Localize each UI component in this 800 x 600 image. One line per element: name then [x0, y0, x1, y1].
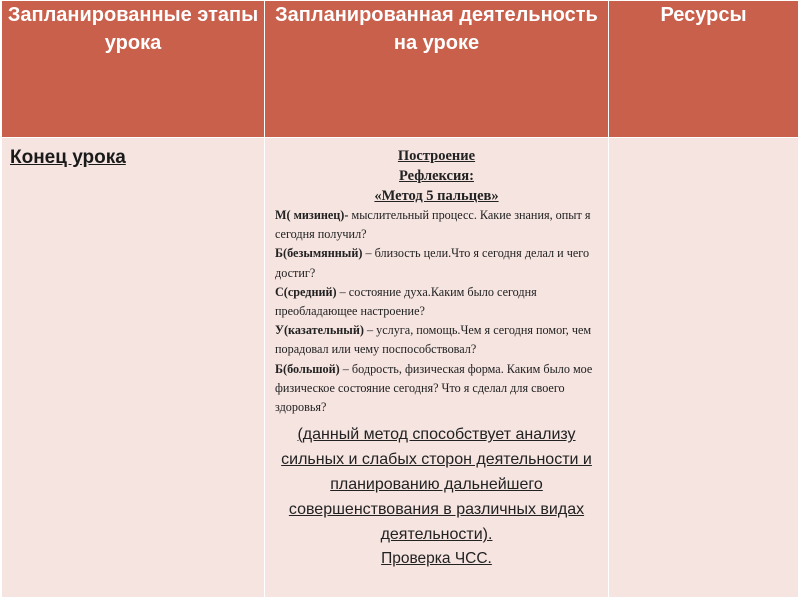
- finger-item-pinky: [275, 206, 598, 244]
- heart-rate-check: Проверка ЧСС.: [381, 550, 492, 568]
- finger-term: У(казательный): [275, 323, 364, 338]
- header-stages: Запланированные этапы урока: [2, 1, 265, 138]
- table-row: [2, 138, 799, 598]
- header-row: [2, 1, 799, 138]
- activity-heading-1: Построение: [397, 148, 476, 164]
- method-note: (данный метод способствует анализу сильных и слабых сторон деятельности и планированию дальнейшего совершенствования в различных видах деятельности).: [281, 426, 592, 544]
- finger-item-thumb: [275, 360, 598, 418]
- finger-text: – близость цели.Что я сегодня делал и чего достиг?: [275, 246, 590, 280]
- activity-cell: [265, 138, 609, 598]
- resources-cell: [609, 138, 799, 598]
- finger-item-middle: [275, 283, 598, 321]
- finger-item-ring: [275, 244, 598, 282]
- lesson-plan-table: [1, 0, 799, 598]
- finger-term: Б(безымянный): [275, 246, 363, 261]
- finger-text: – состояние духа.Каким было сегодня преобладающее настроение?: [275, 284, 537, 319]
- finger-text: – услуга, помощь.Чем я сегодня помог, чем порадовал или чему поспособствовал?: [275, 323, 592, 357]
- stage-name: Конец урока: [10, 147, 126, 168]
- activity-heading-3: «Метод 5 пальцев»: [374, 188, 499, 204]
- stage-cell: [2, 138, 265, 598]
- finger-text: мыслительный процесс. Какие знания, опыт я сегодня получил?: [275, 208, 591, 242]
- finger-term: Б(большой): [275, 361, 340, 376]
- finger-item-index: [275, 321, 598, 359]
- finger-term: С(средний): [275, 284, 337, 299]
- header-resources: Ресурсы: [609, 1, 799, 138]
- activity-heading-2: Рефлексия:: [399, 168, 474, 184]
- finger-text: – бодрость, физическая форма. Каким было мое физическое состояние сегодня? Что я сделал для своего здоровья?: [275, 361, 593, 415]
- header-activity: Запланированная деятельность на уроке: [265, 1, 609, 138]
- finger-term: М( мизинец)-: [275, 208, 349, 222]
